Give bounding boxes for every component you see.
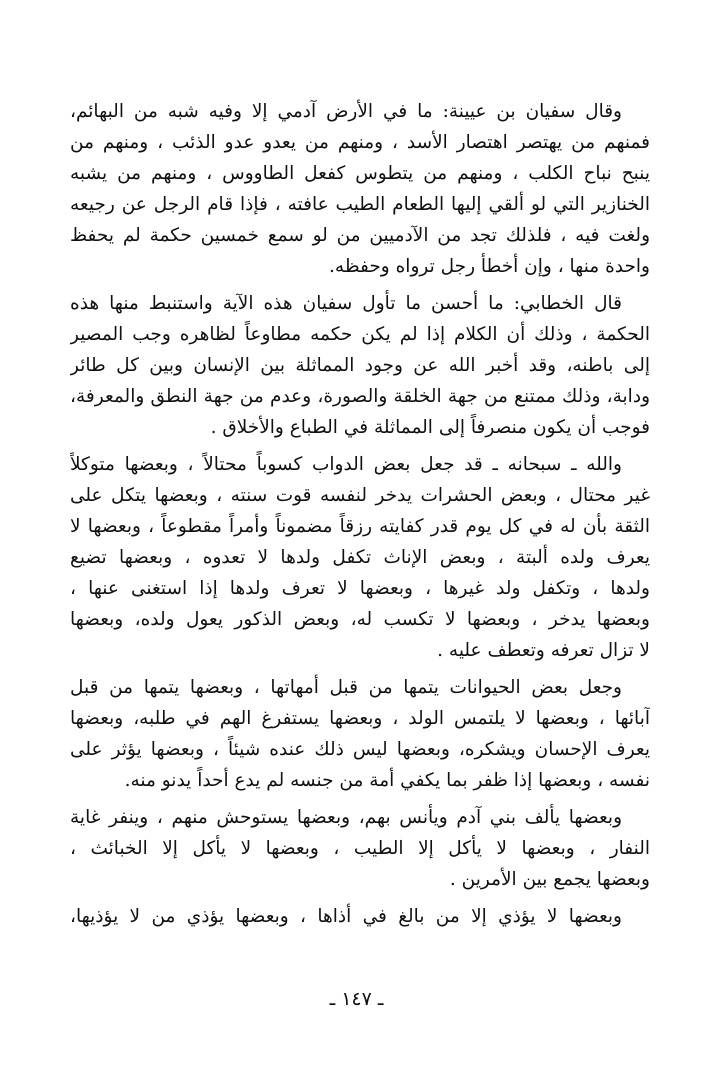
paragraph-3 (70, 449, 650, 666)
paragraph-4 (70, 672, 650, 796)
text-line: نفسه ، وبعضها إذا ظفر بما يكفي أمة من جنسه لم يدع أحداً يدنو منه. (124, 770, 650, 791)
text-line: وبعضها يجمع بين الأمرين . (449, 869, 650, 890)
text-line: النفار ، وبعضها لا يأكل إلا الطيب ، وبعضها لا يأكل إلا الخبائث ، (70, 838, 650, 859)
text-line: الثقة بأن له في كل يوم قدر كفايته رزقاً مضموناً وأمراً مقطوعاً ، وبعضها لا (70, 516, 650, 537)
text-line: قال الخطابي: ما أحسن ما تأول سفيان هذه الآية واستنبط منها هذه (70, 293, 622, 314)
text-line: وجعل بعض الحيوانات يتمها من قبل أمهاتها ، وبعضها يتمها من قبل (70, 677, 622, 698)
paragraph-1 (70, 96, 650, 282)
text-line: ودابة، وذلك ممتنع من جهة الخلقة والصورة، وعدم من جهة النطق والمعرفة، (70, 386, 650, 407)
text-line: فمنهم من يهتصر اهتصار الأسد ، ومنهم من يعدو عدو الذئب ، ومنهم من (70, 132, 650, 153)
text-line: وقال سفيان بن عيينة: ما في الأرض آدمي إلا وفيه شبه من البهائم، (70, 101, 622, 122)
text-line: وبعضها لا يؤذي إلا من بالغ في أذاها ، وبعضها يؤذي من لا يؤذيها، (70, 906, 622, 927)
text-line: فوجب أن يكون منصرفاً إلى المماثلة في الطباع والأخلاق . (210, 417, 650, 438)
text-line: وبعضها يألف بني آدم ويأنس بهم، وبعضها يستوحش منهم ، وينفر غاية (70, 807, 622, 828)
page-number: ـ ١٤٧ ـ (329, 988, 384, 1010)
text-line: ولغت فيه ، فلذلك تجد من الآدميين من لو سمع خمسين حكمة لم يحفظ (70, 225, 650, 246)
page-body (70, 96, 650, 1026)
text-line: يعرف ولده ألبتة ، وبعض الإناث تكفل ولدها لا تعدوه ، وبعضها تضيع (70, 547, 650, 568)
text-line: الخنازير التي لو ألقي إليها الطعام الطيب عافته ، فإذا قام الرجل عن رجيعه (70, 194, 650, 215)
text-line: واحدة منها ، وإن أخطأ رجل ترواه وحفظه. (329, 256, 650, 277)
text-line: إلى باطنه، وقد أخبر الله عن وجود المماثلة بين الإنسان وبين كل طائر (70, 355, 650, 376)
text-line: لا تزال تعرفه وتعطف عليه . (437, 640, 650, 661)
text-line: آبائها ، وبعضها لا يلتمس الولد ، وبعضها يستفرغ الهم في طلبه، وبعضها (70, 708, 650, 729)
paragraph-2 (70, 288, 650, 443)
text-line: ينبح نباح الكلب ، ومنهم من يتطوس كفعل الطاووس ، ومنهم من يشبه (70, 163, 650, 184)
text-line: والله ـ سبحانه ـ قد جعل بعض الدواب كسوباً محتالاً ، وبعضها متوكلاً (70, 454, 622, 475)
text-line: غير محتال ، وبعض الحشرات يدخر لنفسه قوت سنته ، وبعضها يتكل على (70, 485, 650, 506)
text-line: وبعضها يدخر ، وبعضها لا تكسب له، وبعض الذكور يعول ولده، وبعضها (70, 609, 650, 630)
text-line: الحكمة ، وذلك أن الكلام إذا لم يكن حكمه مطاوعاً لظاهره وجب المصير (70, 324, 650, 345)
paragraph-6 (70, 901, 650, 932)
paragraph-5 (70, 802, 650, 895)
text-line: ولدها ، وتكفل ولد غيرها ، وبعضها لا تعرف ولدها إذا استغنى عنها ، (70, 578, 650, 599)
text-line: يعرف الإحسان ويشكره، وبعضها ليس ذلك عنده شيئاً ، وبعضها يؤثر على (70, 739, 650, 760)
